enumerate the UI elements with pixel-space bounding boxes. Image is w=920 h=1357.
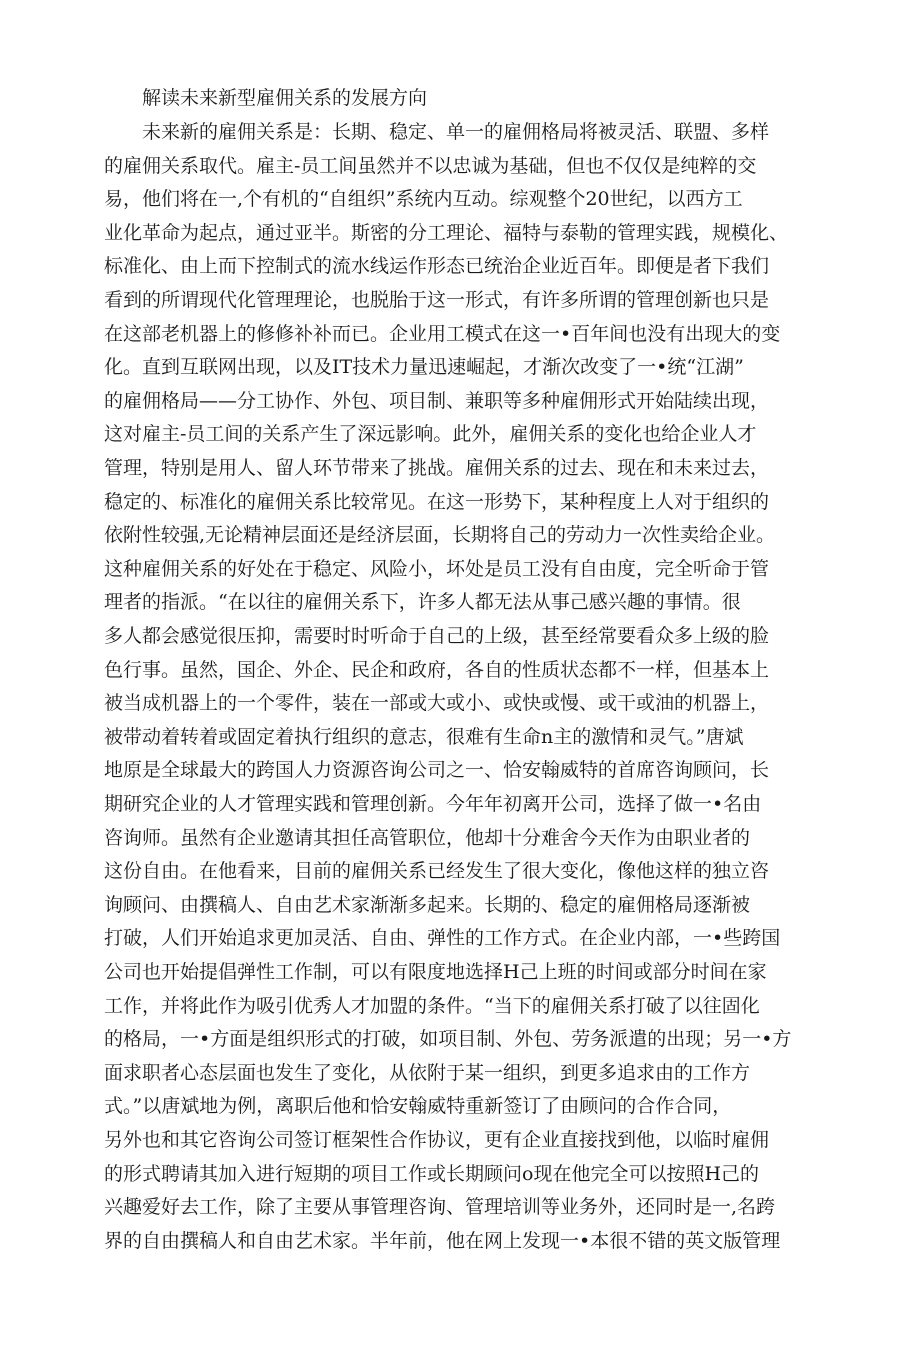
- body-line: 化。直到互联网出现，以及IT技术力量迅速崛起，才渐次改变了一•统“江湖”: [104, 356, 744, 378]
- body-line: 看到的所谓现代化管理理论，也脱胎于这一形式，有许多所谓的管理创新也只是: [104, 289, 770, 311]
- body-line: 依附性较强,无论精神层面还是经济层面，长期将自己的劳动力一次性卖给企业。: [104, 524, 776, 546]
- body-line: 的雇佣格局——分工协作、外包、项目制、兼职等多种雇佣形式开始陆续出现，: [104, 390, 770, 412]
- body-line: 被当成机器上的一个零件，装在一部或大或小、或快或慢、或干或油的机器上，: [104, 692, 770, 714]
- body-line: 公司也开始提倡弹性工作制，可以有限度地选择H己上班的时间或部分时间在家: [104, 961, 767, 983]
- body-line: 业化革命为起点，通过亚半。斯密的分工理论、福特与泰勒的管理实践，规模化、: [104, 222, 789, 244]
- body-line: 理者的指派。“在以往的雇佣关系下，许多人都无法从事己感兴趣的事情。很: [104, 591, 741, 613]
- body-line: 另外也和其它咨询公司签订框架性合作协议，更有企业直接找到他，以临时雇佣: [104, 1129, 770, 1151]
- body-line: 稳定的、标准化的雇佣关系比较常见。在这一形势下，某种程度上人对于组织的: [104, 491, 770, 513]
- body-line: 色行事。虽然，国企、外企、民企和政府，各自的性质状态都不一样，但基本上: [104, 659, 770, 681]
- body-line: 工作，并将此作为吸引优秀人才加盟的条件。“当下的雇佣关系打破了以往固化: [104, 995, 760, 1017]
- body-line: 打破，人们开始追求更加灵活、自由、弹性的工作方式。在企业内部，一•些跨国: [104, 927, 781, 949]
- body-line: 多人都会感觉很压抑，需要时时听命于自己的上级，甚至经常要看众多上级的脸: [104, 625, 770, 647]
- body-line: 这份自由。在他看来，目前的雇佣关系已经发生了很大变化，像他这样的独立咨: [104, 860, 770, 882]
- body-line: 兴趣爱好去工作，除了主要从事管理咨询、管理培训等业务外，还同时是一,名跨: [104, 1196, 776, 1218]
- article-title: 解读未来新型雇佣关系的发展方向: [142, 87, 428, 109]
- body-line: 被带动着转着或固定着执行组织的意志，很难有生命n主的激情和灵气。”唐斌: [104, 726, 744, 748]
- body-line: 的雇佣关系取代。雇主-员工间虽然并不以忠诚为基础，但也不仅仅是纯粹的交: [104, 155, 757, 177]
- body-line: 这对雇主-员工间的关系产生了深远影响。此外，雇佣关系的变化也给企业人才: [104, 423, 757, 445]
- body-line: 询顾问、由撰稿人、自由艺术家渐渐多起来。长期的、稳定的雇佣格局逐渐被: [104, 894, 751, 916]
- body-line: 在这部老机器上的修修补补而已。企业用工模式在这一•百年间也没有出现大的变: [104, 323, 781, 345]
- body-line: 管理，特别是用人、留人环节带来了挑战。雇佣关系的过去、现在和未来过去，: [104, 457, 770, 479]
- body-line: 咨询师。虽然有企业邀请其担任高管职位，他却十分难舍今天作为由职业者的: [104, 827, 751, 849]
- body-line: 面求职者心态层面也发生了变化，从依附于某一组织，到更多追求由的工作方: [104, 1062, 751, 1084]
- body-line: 的格局，一•方面是组织形式的打破，如项目制、外包、劳务派遣的出现；另一•方: [104, 1028, 792, 1050]
- body-line: 的形式聘请其加入进行短期的项目工作或长期顾问o现在他完全可以按照H己的: [104, 1163, 760, 1185]
- body-line: 易，他们将在一,个有机的“自组织”系统内互动。综观整个20世纪，以西方工: [104, 188, 743, 210]
- body-line: 标准化、由上而下控制式的流水线运作形态已统治企业近百年。即便是者下我们: [104, 255, 770, 277]
- body-line: 界的自由撰稿人和自由艺术家。半年前，他在网上发现一•本很不错的英文版管理: [104, 1230, 781, 1252]
- body-line: 地原是全球最大的跨国人力资源咨询公司之一、恰安翰威特的首席咨询顾问，长: [104, 759, 770, 781]
- body-line: 这种雇佣关系的好处在于稳定、风险小，坏处是员工没有自由度，完全听命于管: [104, 558, 770, 580]
- body-line: 未来新的雇佣关系是：长期、稳定、单一的雇佣格局将被灵活、联盟、多样: [142, 121, 770, 143]
- body-line: 期研究企业的人才管理实践和管理创新。今年年初离开公司，选择了做一•名由: [104, 793, 762, 815]
- body-line: 式。”以唐斌地为例，离职后他和恰安翰威特重新签订了由顾问的合作合同，: [104, 1095, 732, 1117]
